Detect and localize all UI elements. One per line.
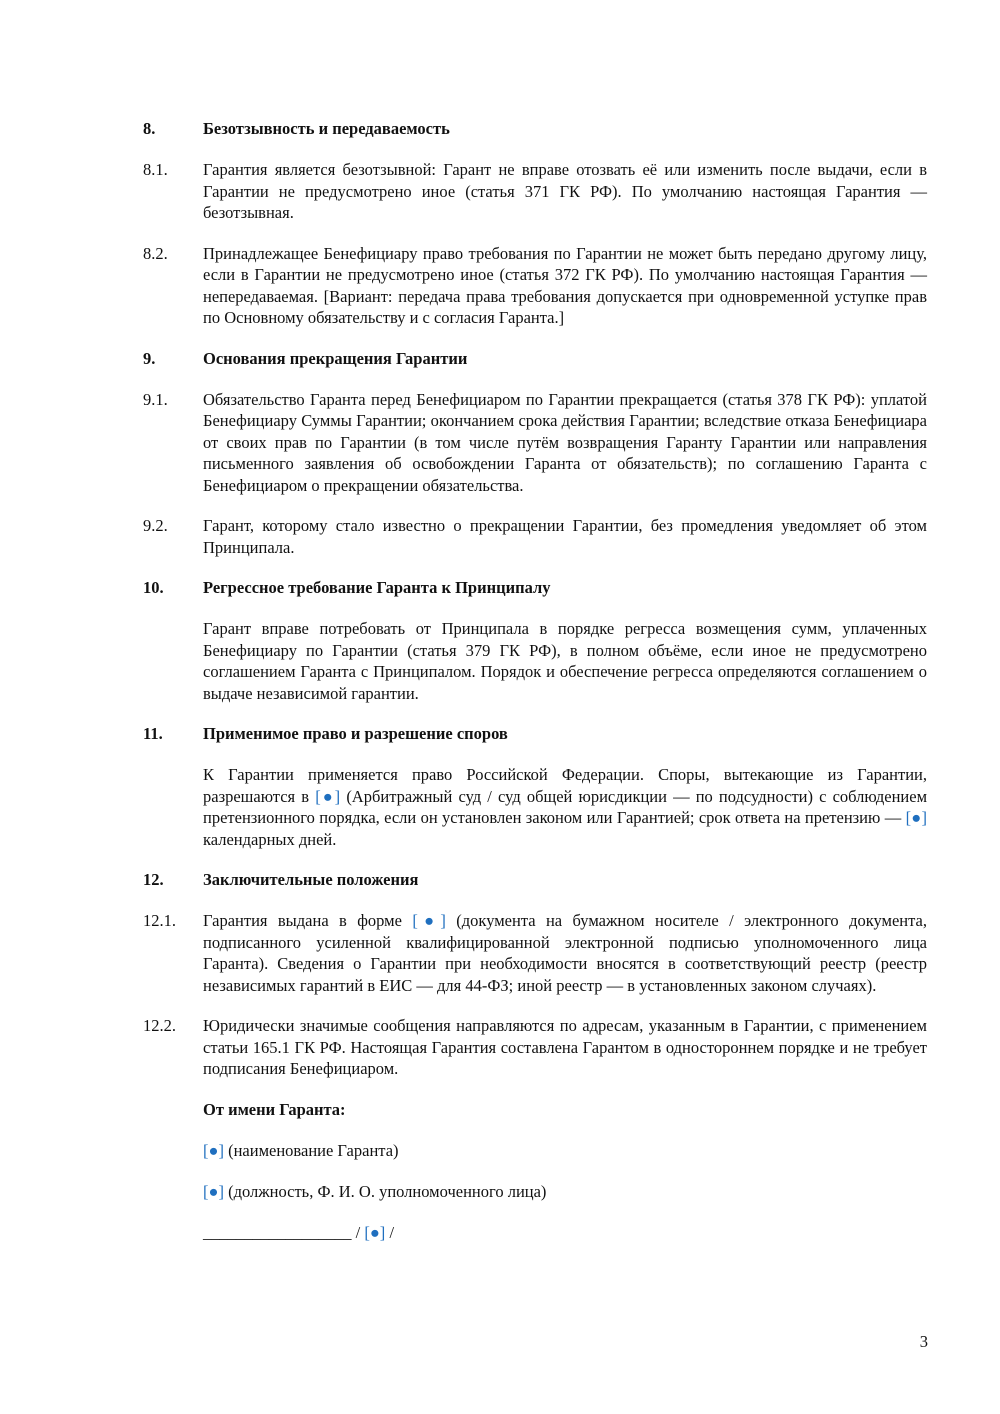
signature-heading: От имени Гаранта:: [203, 1099, 346, 1119]
text-segment: К Гарантии применяется право Российской Федерации. Споры, вытекающие из Гарантии, разрешаются в: [203, 765, 927, 806]
placeholder-field[interactable]: [●]: [364, 1222, 386, 1242]
section-title: Безотзывность и передаваемость: [203, 119, 450, 138]
clause-text: Юридически значимые сообщения направляются по адресам, указанным в Гарантии, с применением статьи 165.1 ГК РФ. Настоящая Гарантия составлена Гарантом в одностороннем порядке и не требует подписания Бенефициаром.: [203, 1016, 927, 1078]
section-11-heading: [143, 723, 927, 745]
clause-9-1: [143, 389, 927, 497]
section-number: 8.: [143, 119, 156, 138]
clause-8-2: [143, 243, 927, 329]
clause-8-1: [143, 159, 927, 224]
placeholder-field[interactable]: [●]: [905, 808, 927, 827]
placeholder-field[interactable]: [●]: [412, 911, 446, 930]
clause-12-1: [143, 910, 927, 996]
section-title: Регрессное требование Гаранта к Принципалу: [203, 578, 551, 597]
signature-line-row: [203, 1222, 927, 1244]
separator: /: [355, 1222, 361, 1242]
section-10-paragraph: [143, 618, 927, 704]
clause-number: 9.1.: [143, 389, 168, 409]
clause-text: Обязательство Гаранта перед Бенефициаром по Гарантии прекращается (статья 378 ГК РФ): уплатой Бенефициару Суммы Гарантии; окончанием срока действия Гарантии; вследствие отказа Бенефициара от своих прав по Гарантии (в том числе путём возвращения Гаранту Гарантии или направления письменного заявления об освобождении Гаранта от обязательств); по соглашению Гаранта с Бенефициаром о прекращении обязательства.: [203, 389, 927, 495]
page-number: 3: [919, 1332, 928, 1351]
section-number: 9.: [143, 348, 156, 368]
signature-line[interactable]: __________________: [203, 1222, 352, 1242]
paragraph-text: Гарант вправе потребовать от Принципала в порядке регресса возмещения сумм, уплаченных Бенефициару по Гарантии (статья 379 ГК РФ), в полном объёме, если иное не предусмотрено соглашением Гаранта с Принципалом. Порядок и обеспечение регресса определяются соглашением о выдаче независимой гарантии.: [203, 619, 927, 703]
separator: /: [389, 1222, 395, 1242]
clause-9-2: [143, 515, 927, 558]
placeholder-field[interactable]: [●]: [203, 1181, 224, 1201]
clause-number: 9.2.: [143, 516, 168, 535]
guarantor-name-label: (наименование Гаранта): [228, 1140, 399, 1160]
clause-text: Гарант, которому стало известно о прекращении Гарантии, без промедления уведомляет об этом Принципала.: [203, 516, 927, 557]
clause-number: 8.2.: [143, 243, 168, 263]
clause-text: Принадлежащее Бенефициару право требования по Гарантии не может быть передано другому лицу, если в Гарантии не предусмотрено иное (статья 372 ГК РФ). По умолчанию настоящая Гарантия — непередаваемая. [Вариант: передача права требования допускается при одновременной уступке прав по Основному обязательству и с согласия Гаранта.]: [203, 243, 927, 327]
section-10-heading: [143, 577, 927, 599]
text-segment: календарных дней.: [203, 829, 337, 849]
placeholder-field[interactable]: [●]: [203, 1140, 224, 1160]
clause-number: 8.1.: [143, 160, 168, 179]
clause-12-2: [143, 1015, 927, 1080]
section-number: 11.: [143, 724, 163, 743]
section-title: Основания прекращения Гарантии: [203, 348, 468, 368]
paragraph-text: [203, 764, 927, 850]
text-segment: (Арбитражный суд / суд общей юрисдикции — по подсудности) с соблюдением претензионного порядка, если он установлен законом или Гарантией; срок ответа на претензию —: [203, 786, 928, 827]
section-8-heading: [143, 118, 927, 140]
section-12-heading: [143, 869, 927, 891]
section-9-heading: [143, 348, 927, 370]
section-11-paragraph: [143, 764, 927, 850]
document-body: [143, 118, 927, 1263]
section-title: Применимое право и разрешение споров: [203, 724, 508, 743]
signatory-position-row: [203, 1181, 927, 1203]
signature-block: [203, 1099, 927, 1244]
clause-text: [203, 910, 927, 996]
text-segment: (документа на бумажном носителе / электронного документа, подписанного усиленной квалифицированной электронной подписью уполномоченного лица Гаранта). Сведения о Гарантии при необходимости вносятся в соответствующий реестр (реестр независимых гарантий в ЕИС — для 44-ФЗ; иной реестр — в установленных законом случаях).: [203, 911, 927, 995]
guarantor-name-row: [203, 1140, 927, 1162]
text-segment: Гарантия выдана в форме: [203, 911, 402, 930]
placeholder-field[interactable]: [●]: [315, 786, 341, 806]
section-number: 10.: [143, 578, 164, 597]
section-title: Заключительные положения: [203, 870, 419, 889]
clause-number: 12.2.: [143, 1016, 176, 1035]
clause-text: Гарантия является безотзывной: Гарант не вправе отозвать её или изменить после выдачи, если в Гарантии не предусмотрено иное (статья 371 ГК РФ). По умолчанию настоящая Гарантия — безотзывная.: [203, 160, 927, 222]
signatory-position-label: (должность, Ф. И. О. уполномоченного лица): [228, 1181, 547, 1201]
clause-number: 12.1.: [143, 911, 176, 930]
section-number: 12.: [143, 870, 164, 889]
